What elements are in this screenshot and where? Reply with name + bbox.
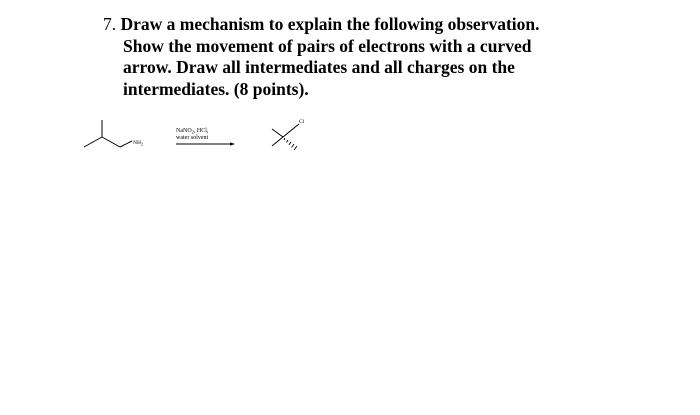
question-text <box>103 14 663 100</box>
product-bond-to-cl <box>283 124 299 137</box>
hash-2 <box>287 140 289 143</box>
reactant-bond-to-n <box>120 141 132 147</box>
hash-5 <box>294 146 297 150</box>
question-prompt-line-2: Show the movement of pairs of electrons with a curved <box>123 35 532 56</box>
question-line-1 <box>103 14 663 36</box>
hash-4 <box>292 144 295 148</box>
reaction-scheme-drawing <box>80 112 320 162</box>
product-structure <box>272 124 299 146</box>
reagent-nano2-text: NaNO <box>176 128 192 134</box>
product-chloride-label: Cl <box>299 119 305 125</box>
product-bond-lower-left <box>272 137 283 146</box>
question-prompt-line-4: intermediates. (8 points). <box>123 78 309 99</box>
reagent-line-2: water solvent <box>176 135 209 141</box>
reactant-bond-right <box>102 137 120 147</box>
product-bond-upper-left <box>272 129 283 137</box>
hash-1 <box>284 138 285 140</box>
reactant-amine-text: NH <box>133 140 141 146</box>
reactant-amine-subscript: 2 <box>140 141 143 147</box>
reaction-scheme <box>80 112 320 162</box>
question-prompt-line-1: Draw a mechanism to explain the following observation. <box>120 14 540 34</box>
reaction-arrow <box>176 142 235 145</box>
question-number: 7. <box>103 14 117 34</box>
hash-3 <box>289 142 291 145</box>
reagent-hcl-text: , HCl, <box>193 128 209 134</box>
reactant-amine-label <box>133 140 143 147</box>
reagent-line-1 <box>176 128 209 135</box>
reactant-structure <box>84 120 132 147</box>
reactant-bond-left <box>84 137 102 147</box>
reaction-arrow-head <box>230 142 235 145</box>
reagent-nano2-subscript: 2 <box>191 129 194 135</box>
product-hashed-bond <box>284 138 297 150</box>
question-prompt-line-3: arrow. Draw all intermediates and all charges on the <box>123 57 515 77</box>
